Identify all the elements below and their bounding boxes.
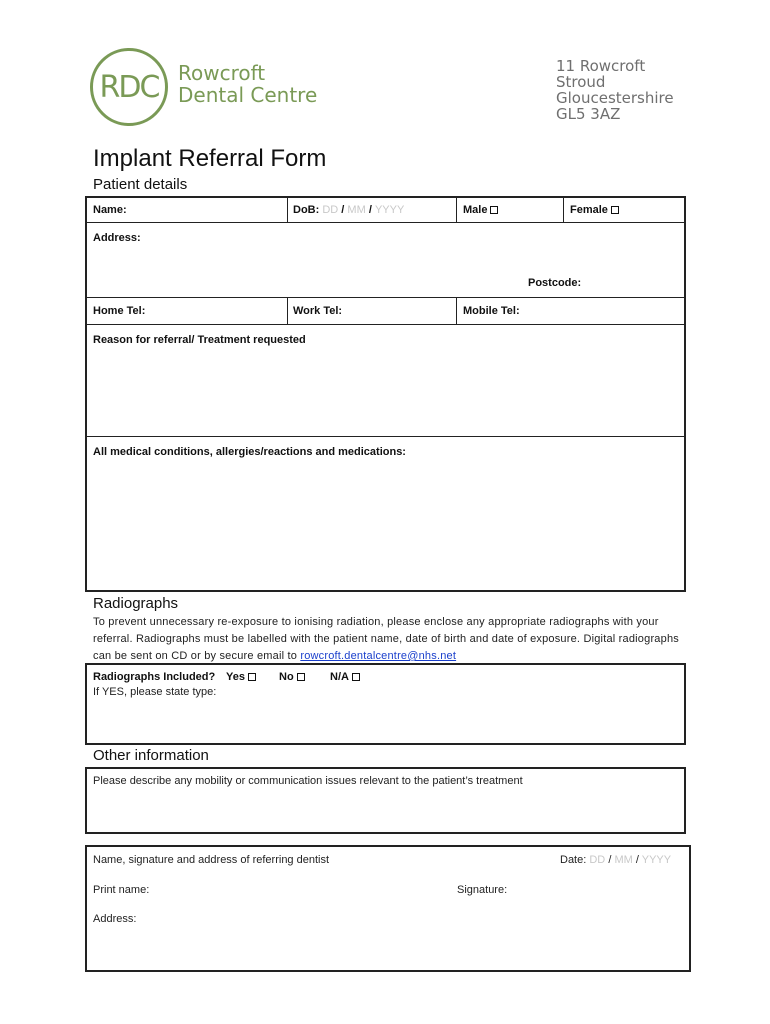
- divider: [287, 198, 288, 222]
- date-separator: /: [635, 854, 639, 866]
- address-label: Address:: [93, 232, 141, 244]
- male-option[interactable]: [463, 204, 498, 216]
- date-month-placeholder: MM: [614, 854, 633, 866]
- female-checkbox[interactable]: [611, 206, 619, 214]
- divider: [456, 297, 457, 324]
- other-information-heading: Other information: [93, 747, 209, 764]
- dob-day-placeholder: DD: [322, 204, 339, 216]
- no-option[interactable]: [279, 671, 305, 683]
- divider: [456, 198, 457, 222]
- home-tel-label: Home Tel:: [93, 305, 146, 317]
- no-checkbox[interactable]: [297, 673, 305, 681]
- radiographs-heading: Radiographs: [93, 595, 179, 612]
- na-label: N/A: [330, 671, 349, 683]
- patient-details-heading: Patient details: [93, 176, 188, 193]
- divider: [563, 198, 564, 222]
- address-line: Gloucestershire: [556, 89, 674, 107]
- logo-name: [178, 62, 317, 106]
- female-label: Female: [570, 204, 608, 216]
- logo-letters: RDC: [99, 69, 159, 105]
- radiographs-info-text: To prevent unnecessary re-exposure to ionising radiation, please enclose any appropriate radiographs with your referral. Radiographs must be labelled with the patient name, date of birth and date of exposure. Digital radiographs can be sent on CD or by secure email to: [93, 616, 679, 662]
- other-information-box: [85, 767, 686, 834]
- referrer-address-label: Address:: [93, 913, 137, 925]
- male-label: Male: [463, 204, 488, 216]
- referring-dentist-heading: Name, signature and address of referring dentist: [93, 854, 330, 866]
- radiograph-type-label: If YES, please state type:: [93, 686, 217, 698]
- radiographs-box: [85, 663, 686, 745]
- referral-date-field[interactable]: [560, 854, 671, 866]
- reason-label: Reason for referral/ Treatment requested: [93, 334, 306, 346]
- radiographs-included-label: Radiographs Included?: [93, 671, 216, 683]
- work-tel-label: Work Tel:: [293, 305, 343, 317]
- radiographs-info: [93, 614, 683, 665]
- nhs-email-link[interactable]: rowcroft.dentalcentre@nhs.net: [300, 650, 457, 662]
- postcode-label: Postcode:: [528, 277, 582, 289]
- name-label: Name:: [93, 204, 127, 216]
- logo-circle: [90, 48, 168, 126]
- logo: [90, 48, 330, 132]
- patient-details-box: [85, 196, 686, 592]
- mobile-tel-label: Mobile Tel:: [463, 305, 520, 317]
- date-separator: /: [608, 854, 612, 866]
- address-line: 11 Rowcroft: [556, 57, 646, 75]
- signature-label: Signature:: [457, 884, 508, 896]
- logo-line2: Dental Centre: [178, 83, 318, 107]
- divider: [287, 297, 288, 324]
- print-name-label: Print name:: [93, 884, 150, 896]
- date-day-placeholder: DD: [589, 854, 606, 866]
- male-checkbox[interactable]: [490, 206, 498, 214]
- na-checkbox[interactable]: [352, 673, 360, 681]
- yes-option[interactable]: [226, 671, 256, 683]
- dob-separator: /: [341, 204, 345, 216]
- divider: [87, 324, 684, 325]
- divider: [87, 222, 684, 223]
- referring-dentist-box: [85, 845, 691, 972]
- date-label: Date:: [560, 854, 587, 866]
- medical-label: All medical conditions, allergies/reactions and medications:: [93, 446, 406, 458]
- yes-checkbox[interactable]: [248, 673, 256, 681]
- address-line: Stroud: [556, 73, 606, 91]
- dob-label: DoB:: [293, 204, 320, 216]
- dob-field[interactable]: [293, 204, 404, 216]
- dob-year-placeholder: YYYY: [374, 204, 405, 216]
- yes-label: Yes: [226, 671, 245, 683]
- divider: [87, 297, 684, 298]
- date-year-placeholder: YYYY: [641, 854, 672, 866]
- mobility-description: Please describe any mobility or communication issues relevant to the patient’s treatment: [93, 775, 523, 787]
- divider: [87, 436, 684, 437]
- practice-address: [556, 58, 674, 122]
- no-label: No: [279, 671, 294, 683]
- form-title: Implant Referral Form: [93, 145, 327, 172]
- dob-month-placeholder: MM: [347, 204, 366, 216]
- female-option[interactable]: [570, 204, 619, 216]
- address-line: GL5 3AZ: [556, 105, 621, 123]
- logo-line1: Rowcroft: [178, 61, 266, 85]
- dob-separator: /: [368, 204, 372, 216]
- na-option[interactable]: [330, 671, 360, 683]
